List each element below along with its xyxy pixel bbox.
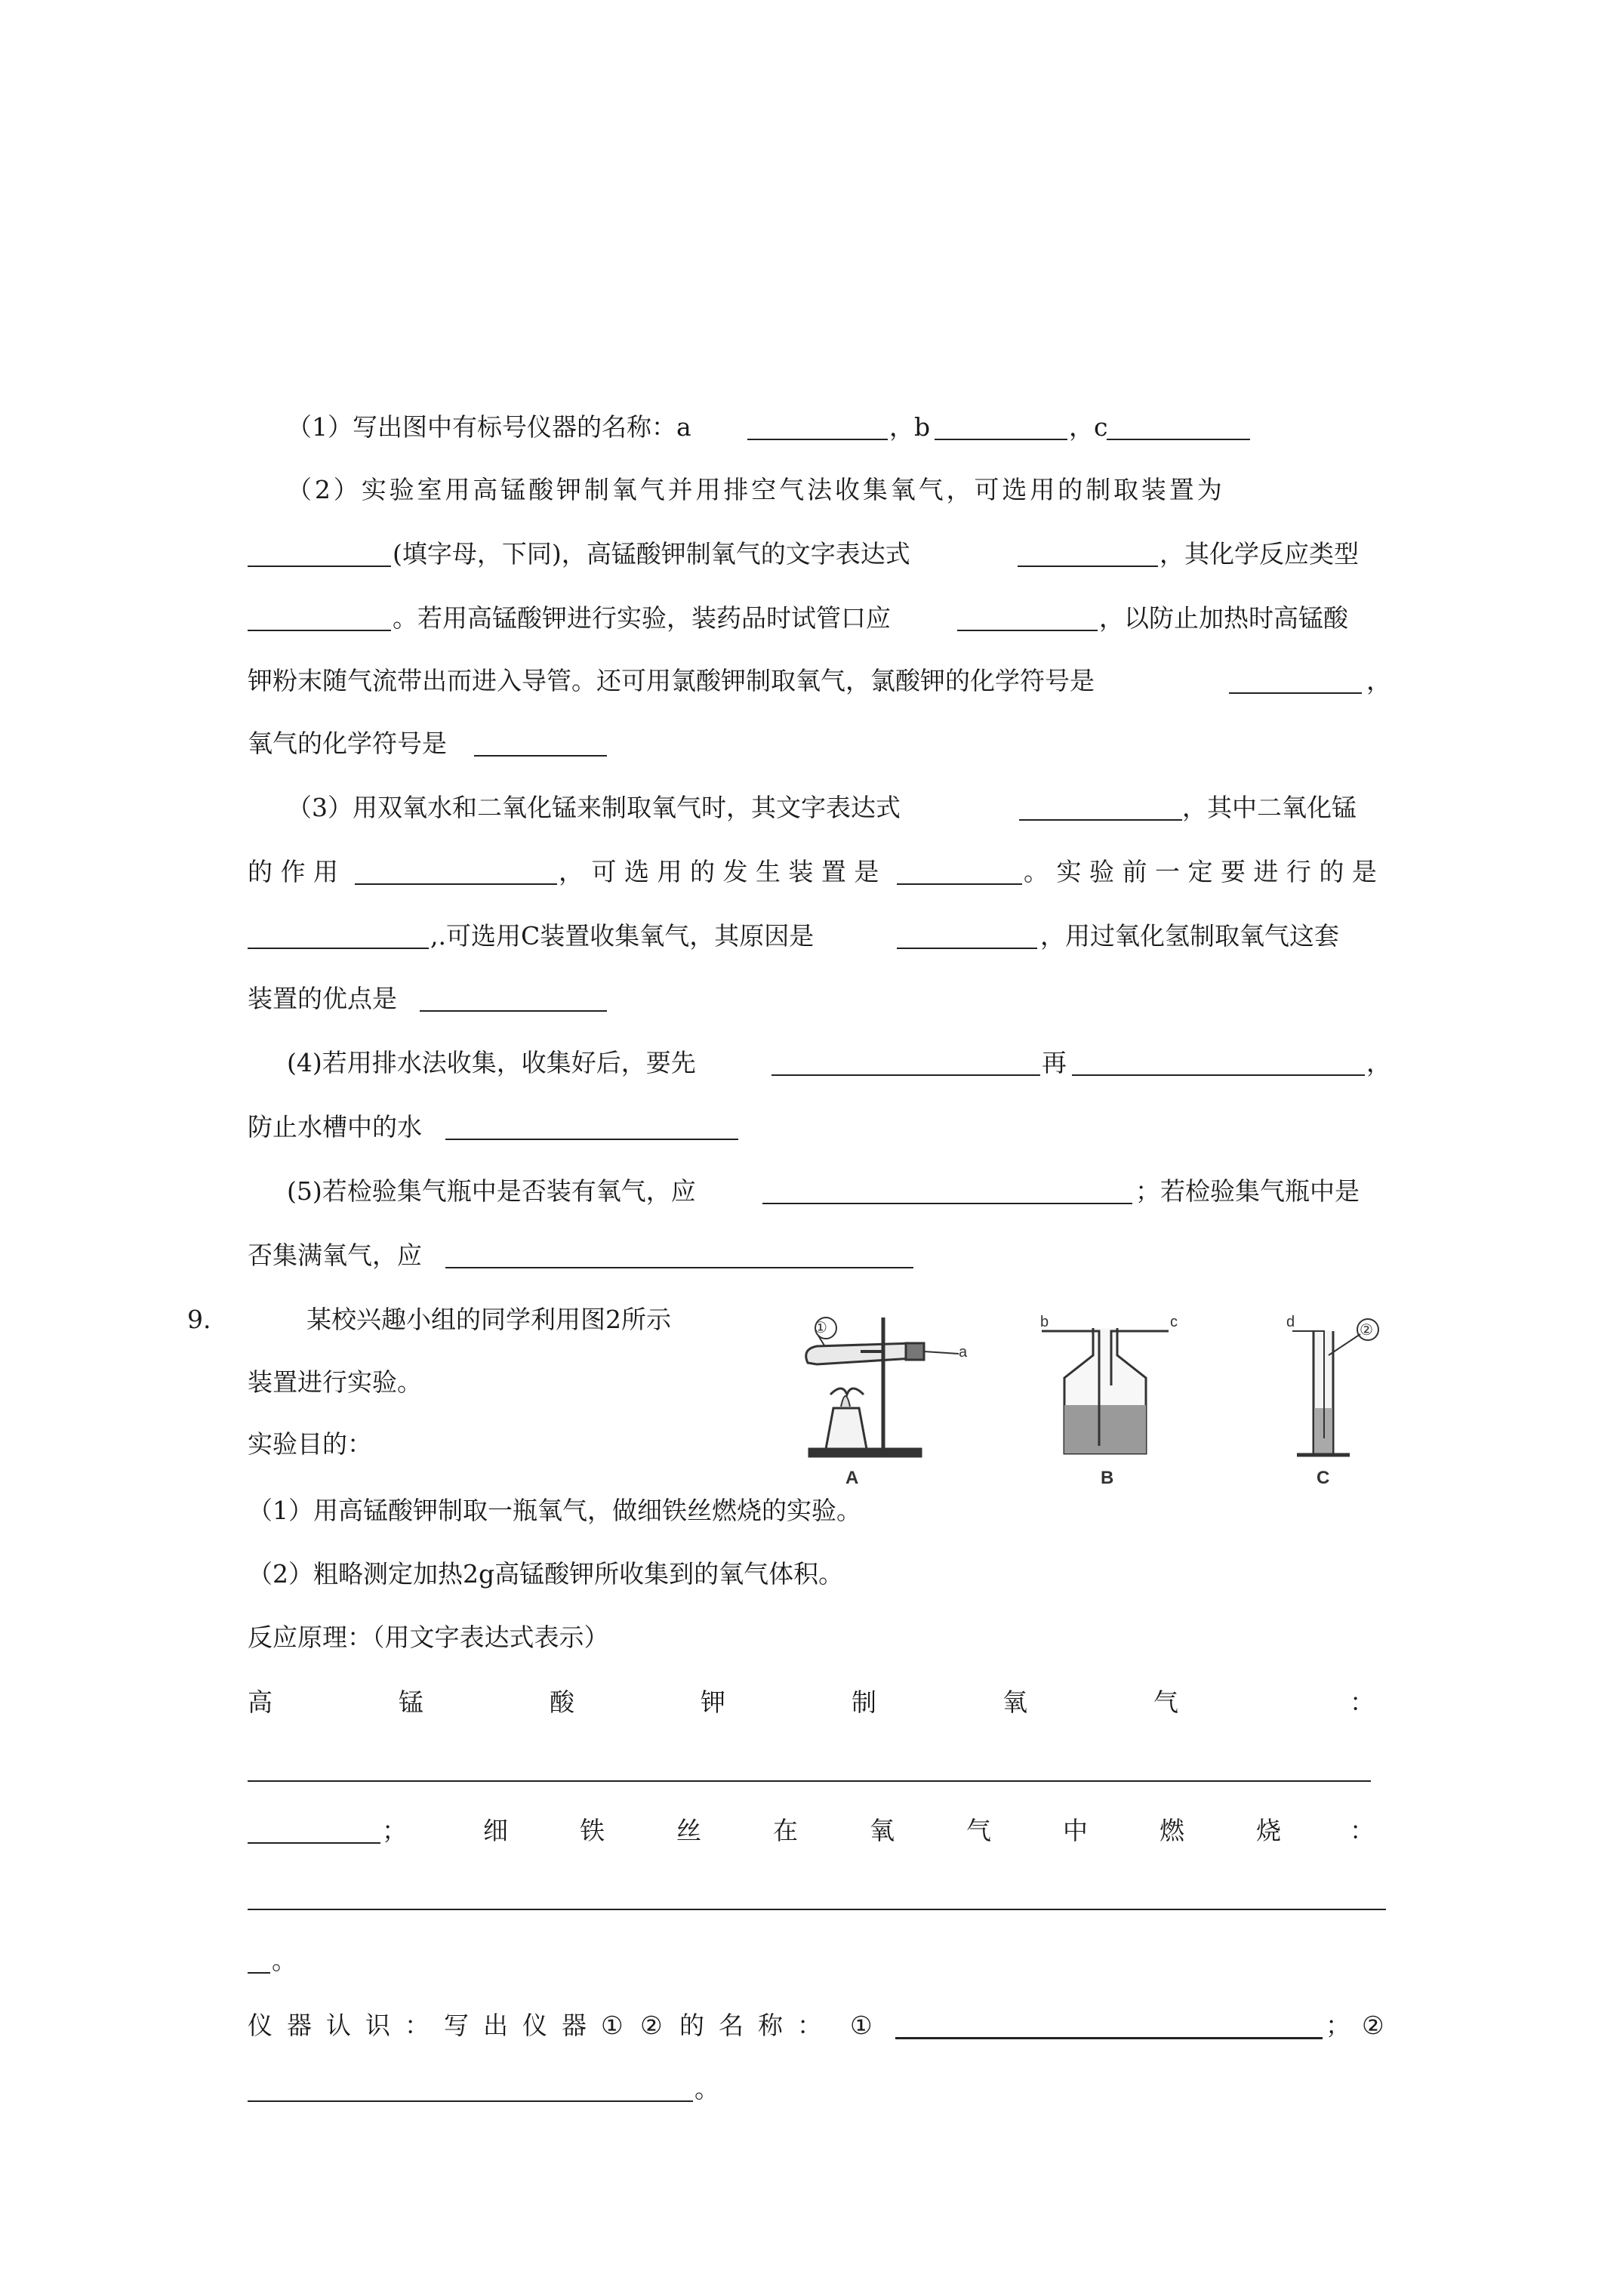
glyph: 气: [966, 1816, 991, 1845]
glyph: 烧: [1256, 1816, 1281, 1845]
q8-p2-line4: 钾粉末随气流带出而进入导管。还可用氯酸钾制取氧气，氯酸钾的化学符号是: [248, 666, 1095, 695]
q9-goal-1: （1）用高锰酸钾制取一瓶氧气，做细铁丝燃烧的实验。: [248, 1496, 861, 1525]
answer-blank-c-reason[interactable]: [897, 948, 1037, 949]
mark-c: c: [1170, 1314, 1178, 1330]
glyph: 燃: [1160, 1816, 1184, 1845]
alcohol-lamp: [826, 1408, 867, 1449]
answer-blank-c[interactable]: [1107, 439, 1250, 440]
answer-blank-first-step[interactable]: [771, 1074, 1040, 1076]
q8-p4-line1a: (4)若用排水法收集，收集好后，要先: [287, 1048, 696, 1077]
glyph: ②: [640, 2011, 663, 2040]
delivery-tube: [924, 1351, 959, 1354]
q8-p3-line3b: ，用过氧化氢制取氧气这套: [1040, 921, 1339, 951]
glyph: 中: [1063, 1816, 1088, 1845]
q8-p4-comma: ，: [1366, 1048, 1391, 1077]
mark-two: ②: [1360, 1322, 1373, 1339]
glyph: ：: [1350, 1816, 1375, 1845]
q8-p1-b: ，b: [889, 412, 931, 442]
answer-blank-then-step[interactable]: [1072, 1074, 1365, 1076]
answer-blank-instrument-1[interactable]: [895, 2037, 1323, 2039]
q8-p2-line2a: (填字母，下同)，高锰酸钾制氧气的文字表达式: [393, 539, 910, 569]
stopper: [906, 1343, 924, 1360]
glyph: 高: [248, 1687, 273, 1717]
glyph: 认: [326, 2011, 351, 2040]
q9-principle: 反应原理：（用文字表达式表示）: [248, 1623, 609, 1652]
q9-goal-2: （2）粗略测定加热2g高锰酸钾所收集到的氧气体积。: [248, 1559, 844, 1589]
answer-blank-tube-mouth[interactable]: [957, 630, 1098, 631]
glyph: 仪: [522, 2011, 547, 2040]
q9-intro-line2: 装置进行实验。: [248, 1367, 422, 1397]
answer-blank-check-oxygen[interactable]: [762, 1203, 1132, 1204]
glyph: 锰: [399, 1687, 423, 1717]
glyph: 细: [483, 1816, 508, 1845]
glyph: 制: [852, 1687, 876, 1717]
q9-instrument-semicolon: ；: [1326, 2011, 1350, 2040]
glyph: ：: [405, 2011, 430, 2040]
q8-p2-line4-comma: ，: [1366, 666, 1391, 695]
q8-p3-line1a: （3）用双氧水和二氧化锰来制取氧气时，其文字表达式: [287, 793, 901, 822]
glyph: 酸: [550, 1687, 574, 1717]
glyph: 出: [483, 2011, 508, 2040]
glyph: 钾: [701, 1687, 725, 1717]
glyph: 氧: [1002, 1687, 1027, 1717]
q8-p3-line3a: ,.可选用C装置收集氧气，其原因是: [430, 921, 815, 951]
q8-p5-line2: 否集满氧气，应: [248, 1240, 422, 1270]
answer-blank-check-full[interactable]: [445, 1267, 913, 1268]
q9-number: 9.: [187, 1305, 211, 1334]
q8-p5-line1b: ；若检验集气瓶中是: [1135, 1176, 1360, 1206]
answer-line-kmno4-equation[interactable]: [248, 1780, 1371, 1782]
mark-one: ①: [814, 1320, 827, 1336]
q8-p3-line4: 装置的优点是: [248, 984, 397, 1013]
answer-blank-pre-check[interactable]: [248, 948, 429, 949]
q9-period: 。: [272, 1946, 297, 1975]
q8-p2-line3a: 。若用高锰酸钾进行实验，装药品时试管口应: [393, 603, 891, 633]
answer-blank-advantage[interactable]: [420, 1010, 607, 1012]
glyph: ：: [1350, 1687, 1375, 1717]
glyph: 称: [758, 2011, 783, 2040]
answer-blank-generator[interactable]: [897, 883, 1022, 885]
glyph: 器: [287, 2011, 312, 2040]
glyph: 丝: [676, 1816, 701, 1845]
q8-p2-line1: （2）实验室用高锰酸钾制氧气并用排空气法收集氧气，可选用的制取装置为: [287, 475, 1225, 504]
q9-instrument-two: ②: [1362, 2011, 1384, 2040]
glyph: 器: [562, 2011, 587, 2040]
glyph: 铁: [580, 1816, 605, 1845]
answer-blank-kclo3[interactable]: [1229, 692, 1362, 694]
apparatus-b: [1042, 1328, 1169, 1453]
answer-blank-mno2-role[interactable]: [355, 883, 557, 885]
answer-blank-reaction-type[interactable]: [248, 630, 391, 631]
q8-p4-line2: 防止水槽中的水: [248, 1112, 422, 1142]
bottle-water: [1064, 1405, 1146, 1453]
q8-p4-line1b: 再: [1042, 1048, 1067, 1077]
label-a: A: [845, 1468, 859, 1488]
mark-b: b: [1040, 1314, 1049, 1330]
apparatus-a: [806, 1318, 959, 1456]
glyph: ①: [601, 2011, 624, 2040]
glyph: 氧: [870, 1816, 895, 1845]
flame: [841, 1396, 850, 1407]
q8-p5-line1a: (5)若检验集气瓶中是否装有氧气，应: [287, 1176, 696, 1206]
answer-blank-instrument-2[interactable]: [248, 2100, 693, 2102]
answer-blank-equation[interactable]: [1018, 566, 1158, 567]
glyph: 名: [719, 2011, 744, 2040]
glyph: 的: [679, 2011, 704, 2040]
q8-p3-line2b: ， 可 选 用 的 发 生 装 置 是: [559, 857, 879, 886]
test-tube: [806, 1343, 913, 1364]
answer-blank-a[interactable]: [747, 439, 888, 440]
q9-instrument-period: 。: [694, 2074, 719, 2103]
glyph: 在: [773, 1816, 798, 1845]
answer-blank-water-backflow[interactable]: [445, 1139, 738, 1140]
q9-intro-line1: 某校兴趣小组的同学利用图2所示: [306, 1305, 671, 1334]
q9-semicolon: ；: [382, 1816, 407, 1845]
answer-blank-b[interactable]: [935, 439, 1067, 440]
glyph: 气: [1153, 1687, 1178, 1717]
q8-p3-line2c: 。 实 验 前 一 定 要 进 行 的 是: [1024, 857, 1377, 886]
q8-p1-text: （1）写出图中有标号仪器的名称：a: [287, 412, 691, 442]
glyph: 仪: [248, 2011, 273, 2040]
mark-a: a: [959, 1344, 968, 1361]
answer-blank-h2o2-equation[interactable]: [1019, 819, 1182, 821]
glyph: ：: [797, 2011, 822, 2040]
label-b: B: [1101, 1468, 1114, 1488]
glyph: 识: [365, 2011, 390, 2040]
glyph: 写: [444, 2011, 469, 2040]
q8-p1-c: ，c: [1069, 412, 1108, 442]
label-c: C: [1317, 1468, 1330, 1488]
apparatus-c: [1292, 1319, 1378, 1455]
answer-blank-o2-symbol[interactable]: [474, 755, 607, 757]
q8-p2-line5: 氧气的化学符号是: [248, 729, 447, 758]
q8-p2-line3b: ，以防止加热时高锰酸: [1099, 603, 1348, 633]
answer-blank-iron-end[interactable]: [248, 1972, 270, 1974]
apparatus-figure: [800, 1310, 1404, 1491]
answer-blank-kmno4-end[interactable]: [248, 1842, 380, 1844]
mark-d: d: [1286, 1314, 1295, 1330]
answer-blank-apparatus[interactable]: [248, 566, 391, 567]
glyph: ①: [850, 2011, 873, 2040]
q9-goal-heading: 实验目的：: [248, 1429, 372, 1459]
q8-p3-line2a: 的 作 用: [248, 857, 338, 886]
q8-p2-line2b: ，其化学反应类型: [1160, 539, 1359, 569]
q8-p3-line1b: ，其中二氧化锰: [1182, 793, 1357, 822]
answer-line-iron-equation[interactable]: [248, 1909, 1386, 1910]
